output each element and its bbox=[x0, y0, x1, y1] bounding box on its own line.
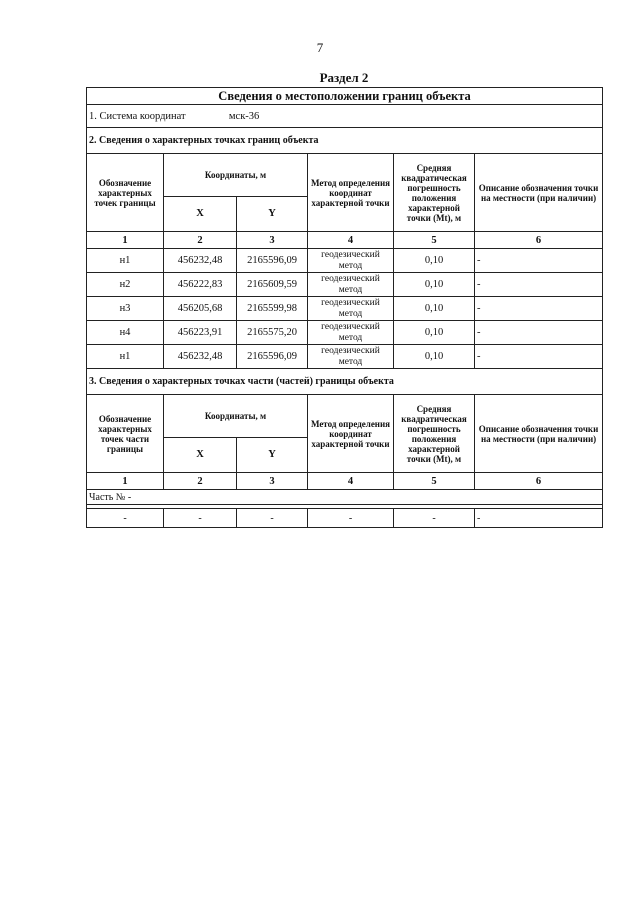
column-number: 3 bbox=[237, 473, 308, 490]
point-description: - bbox=[475, 345, 603, 369]
table-row bbox=[87, 249, 603, 273]
page-number: 7 bbox=[316, 40, 324, 55]
point-x: 456232,48 bbox=[164, 345, 237, 369]
point-y: 2165575,20 bbox=[237, 321, 308, 345]
column-number: 1 bbox=[87, 232, 164, 249]
column-number: 4 bbox=[308, 232, 394, 249]
empty-cell: - bbox=[237, 509, 308, 528]
part-points-heading: 3. Сведения о характерных точках части (частей) границы объекта bbox=[87, 369, 603, 395]
col-accuracy-header: Средняя квадратическая погрешность положения характерной точки (Mt), м bbox=[394, 154, 475, 232]
point-id: н2 bbox=[87, 273, 164, 297]
table-row bbox=[87, 273, 603, 297]
empty-cell: - bbox=[87, 509, 164, 528]
column-number-row bbox=[87, 232, 603, 249]
point-method: геодезический метод bbox=[308, 297, 394, 321]
column-number: 1 bbox=[87, 473, 164, 490]
point-mt: 0,10 bbox=[394, 321, 475, 345]
column-number: 3 bbox=[237, 232, 308, 249]
point-method: геодезический метод bbox=[308, 321, 394, 345]
point-x: 456232,48 bbox=[164, 249, 237, 273]
point-description: - bbox=[475, 273, 603, 297]
part-col-y-header: Y bbox=[237, 438, 308, 473]
coord-system-label: 1. Система координат bbox=[89, 110, 186, 122]
part-col-designation-header: Обозначение характерных точек части границы bbox=[87, 395, 164, 473]
part-label: Часть № - bbox=[87, 490, 603, 505]
col-x-header: X bbox=[164, 197, 237, 232]
coord-system-value: мск-36 bbox=[228, 110, 260, 122]
column-number: 6 bbox=[475, 232, 603, 249]
column-number: 5 bbox=[394, 473, 475, 490]
part-col-method-header: Метод определения координат характерной точки bbox=[308, 395, 394, 473]
empty-cell: - bbox=[475, 509, 603, 528]
table-row bbox=[87, 509, 603, 528]
column-number: 2 bbox=[164, 473, 237, 490]
table-title: Сведения о местоположении границ объекта bbox=[87, 88, 603, 105]
section-title: Раздел 2 bbox=[319, 70, 369, 85]
empty-cell: - bbox=[394, 509, 475, 528]
point-y: 2165596,09 bbox=[237, 345, 308, 369]
part-col-accuracy-header: Средняя квадратическая погрешность положения характерной точки (Mt), м bbox=[394, 395, 475, 473]
part-column-number-row bbox=[87, 473, 603, 490]
point-y: 2165599,98 bbox=[237, 297, 308, 321]
col-coordinates-header: Координаты, м bbox=[164, 154, 308, 197]
boundary-points-heading: 2. Сведения о характерных точках границ объекта bbox=[87, 128, 603, 154]
point-description: - bbox=[475, 249, 603, 273]
point-mt: 0,10 bbox=[394, 297, 475, 321]
column-number: 5 bbox=[394, 232, 475, 249]
point-y: 2165596,09 bbox=[237, 249, 308, 273]
table-row bbox=[87, 297, 603, 321]
point-description: - bbox=[475, 321, 603, 345]
point-description: - bbox=[475, 297, 603, 321]
boundary-info-table bbox=[86, 87, 603, 528]
column-number: 6 bbox=[475, 473, 603, 490]
point-mt: 0,10 bbox=[394, 273, 475, 297]
point-method: геодезический метод bbox=[308, 249, 394, 273]
point-id: н3 bbox=[87, 297, 164, 321]
point-x: 456223,91 bbox=[164, 321, 237, 345]
col-designation-header: Обозначение характерных точек границы bbox=[87, 154, 164, 232]
point-y: 2165609,59 bbox=[237, 273, 308, 297]
empty-cell: - bbox=[308, 509, 394, 528]
table-row bbox=[87, 345, 603, 369]
column-number: 2 bbox=[164, 232, 237, 249]
point-id: н1 bbox=[87, 345, 164, 369]
boundary-info-table-frame bbox=[86, 87, 602, 528]
point-x: 456222,83 bbox=[164, 273, 237, 297]
col-method-header: Метод определения координат характерной точки bbox=[308, 154, 394, 232]
part-col-x-header: X bbox=[164, 438, 237, 473]
table-row bbox=[87, 321, 603, 345]
part-col-coordinates-header: Координаты, м bbox=[164, 395, 308, 438]
point-id: н4 bbox=[87, 321, 164, 345]
point-method: геодезический метод bbox=[308, 345, 394, 369]
point-method: геодезический метод bbox=[308, 273, 394, 297]
point-mt: 0,10 bbox=[394, 345, 475, 369]
point-mt: 0,10 bbox=[394, 249, 475, 273]
part-col-description-header: Описание обозначения точки на местности (при наличии) bbox=[475, 395, 603, 473]
point-id: н1 bbox=[87, 249, 164, 273]
coord-system-row bbox=[87, 105, 603, 128]
empty-cell: - bbox=[164, 509, 237, 528]
col-description-header: Описание обозначения точки на местности (при наличии) bbox=[475, 154, 603, 232]
column-number: 4 bbox=[308, 473, 394, 490]
col-y-header: Y bbox=[237, 197, 308, 232]
point-x: 456205,68 bbox=[164, 297, 237, 321]
